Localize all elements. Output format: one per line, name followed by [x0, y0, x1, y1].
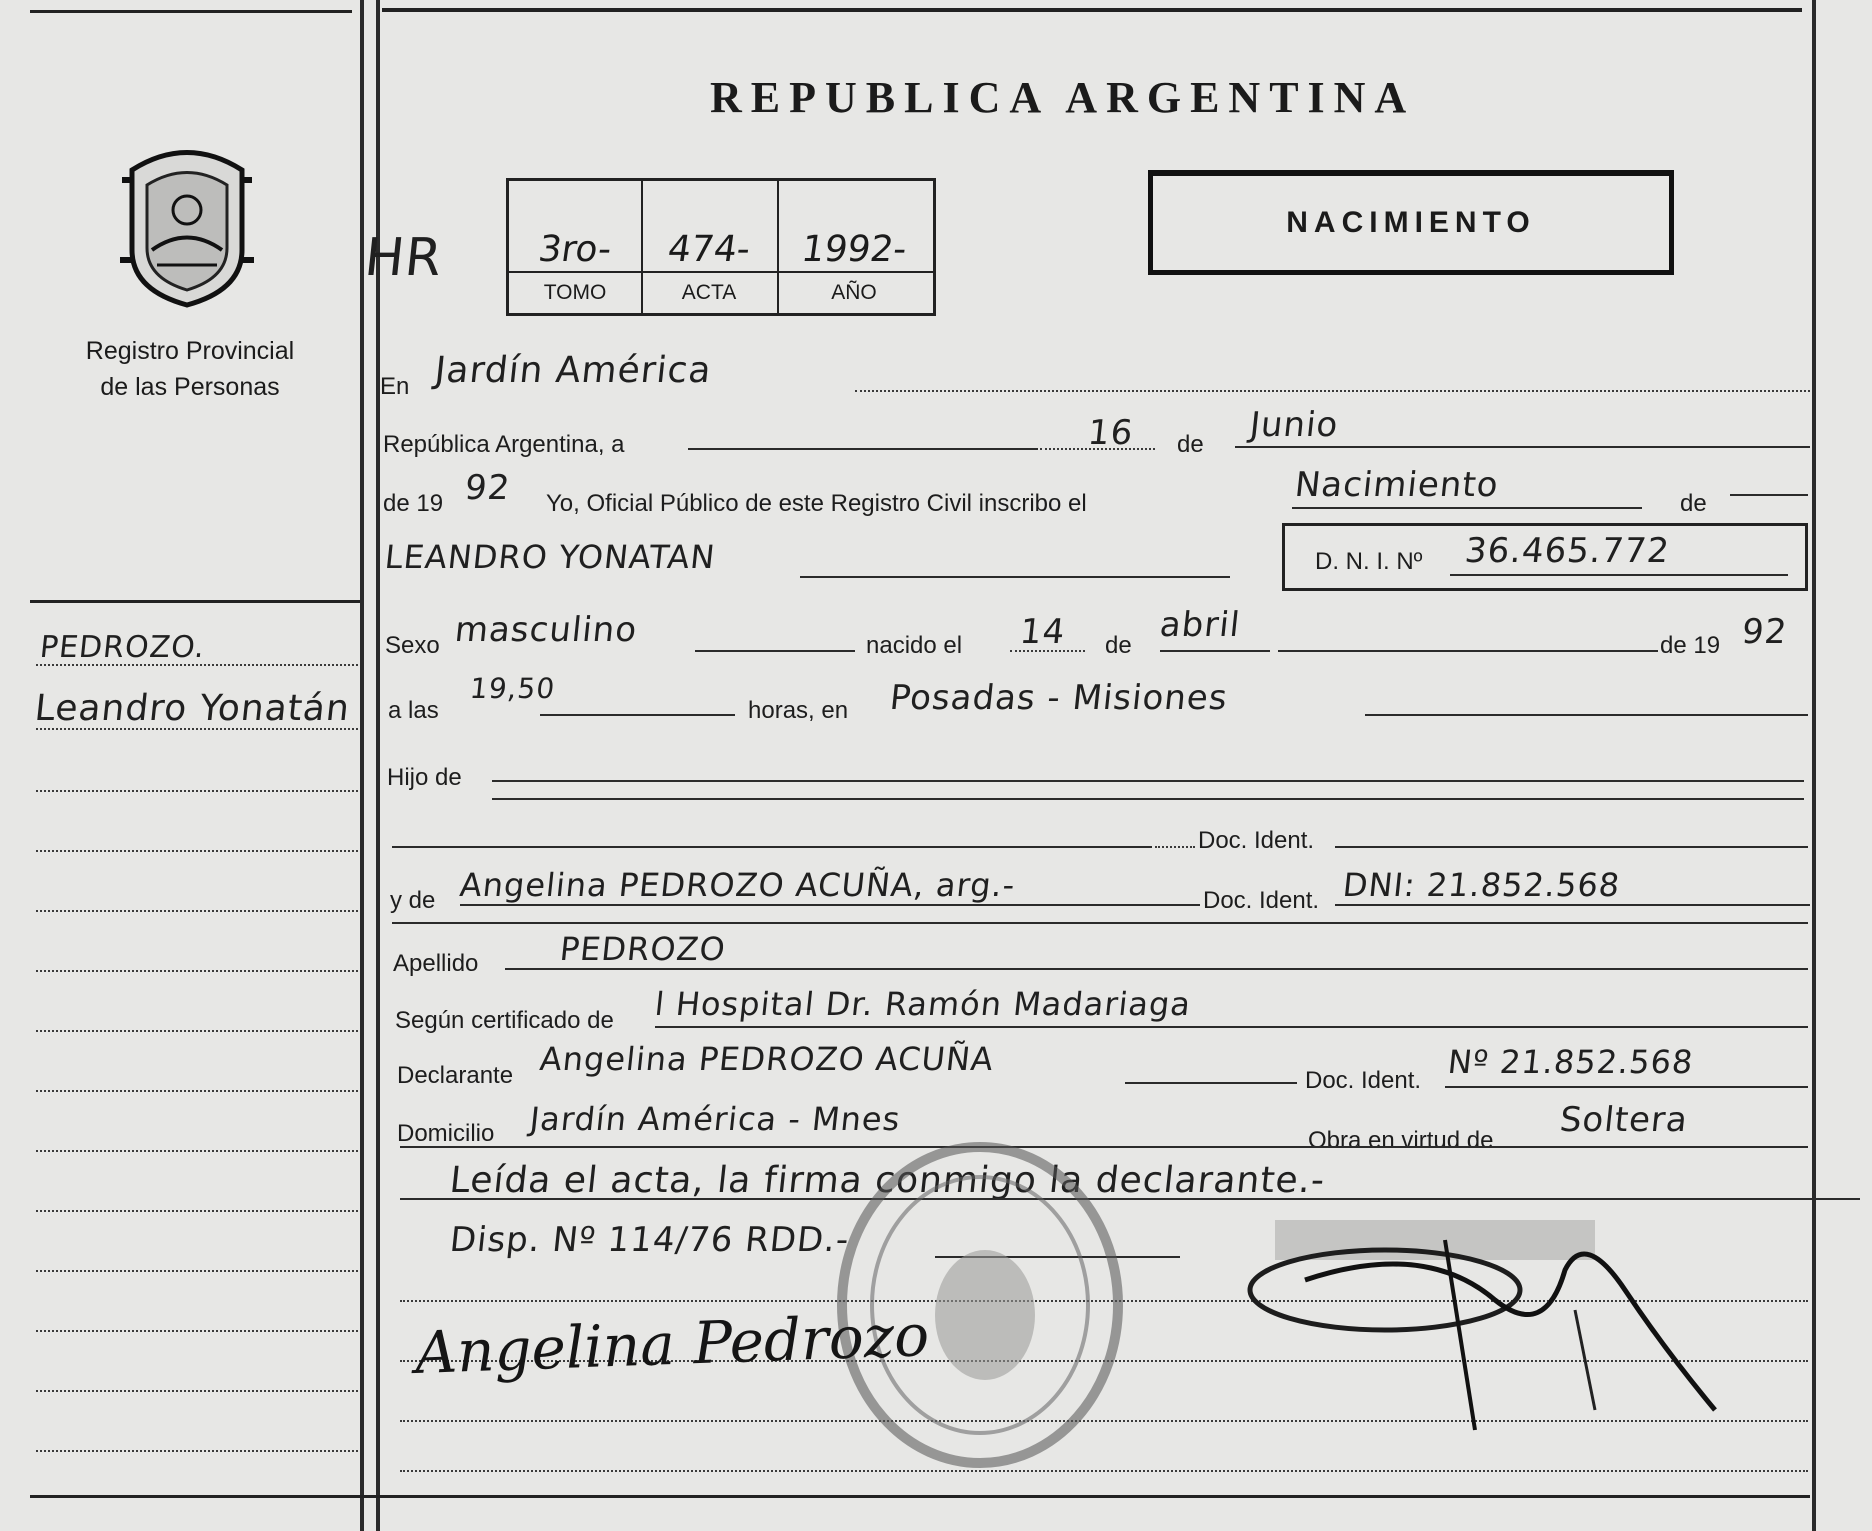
de-label-3: de: [1105, 632, 1132, 659]
dni-box: [1282, 523, 1808, 591]
segun-label: Según certificado de: [395, 1007, 614, 1034]
year-value: 92: [462, 468, 513, 508]
anio-label: AÑO: [831, 281, 877, 304]
registry-name: [40, 333, 340, 405]
mother-name: Angelina PEDROZO ACUÑA, arg.-: [458, 866, 1018, 904]
document-type-box: [1148, 170, 1674, 275]
reference-box: [506, 178, 936, 316]
dni-label: D. N. I. Nº: [1315, 548, 1423, 575]
event-value: Nacimiento: [1292, 465, 1501, 505]
apellido-value: PEDROZO: [558, 930, 728, 968]
apellido-label: Apellido: [393, 950, 479, 977]
mother-doc-value: DNI: 21.852.568: [1341, 866, 1623, 904]
page-title: REPUBLICA ARGENTINA: [710, 73, 1416, 122]
official-signature-icon: [1245, 1210, 1765, 1440]
year-prefix: de 19: [383, 490, 444, 517]
document-type: NACIMIENTO: [1286, 206, 1536, 239]
month-value: Junio: [1247, 405, 1341, 445]
day-value: 16: [1085, 413, 1136, 453]
y-de-label: y de: [390, 887, 436, 914]
declarante-doc-label: Doc. Ident.: [1305, 1067, 1422, 1094]
registry-line-2: de las Personas: [100, 373, 280, 401]
birth-day: 14: [1017, 612, 1068, 652]
yo-text: Yo, Oficial Público de este Registro Civil inscribo el: [546, 490, 1087, 517]
acta-label: ACTA: [681, 281, 737, 304]
hijo-label: Hijo de: [387, 764, 462, 791]
birth-year: 92: [1739, 612, 1790, 652]
domicilio-value: Jardín América - Mnes: [528, 1100, 903, 1138]
declarante-doc-value: Nº 21.852.568: [1446, 1043, 1696, 1081]
main-right-border: [1812, 0, 1816, 1531]
note-line-2: Disp. Nº 114/76 RDD.-: [447, 1220, 852, 1260]
birth-month: abril: [1157, 605, 1243, 645]
child-name: LEANDRO YONATAN: [383, 538, 718, 576]
hour-value: 19,50: [468, 672, 557, 705]
en-value: Jardín América: [432, 350, 714, 391]
a-las-label: a las: [388, 697, 439, 724]
sexo-label: Sexo: [385, 632, 440, 659]
tomo-value: 3ro-: [535, 229, 615, 270]
dni-value: 36.465.772: [1462, 531, 1672, 571]
margin-surname: PEDROZO.: [38, 630, 207, 665]
tomo-label: TOMO: [543, 281, 607, 304]
declarante-label: Declarante: [397, 1062, 514, 1089]
obra-label: Obra en virtud de: [1308, 1127, 1494, 1154]
margin-given-names: Leandro Yonatán: [32, 688, 353, 729]
note-line-1: Leída el acta, la firma conmigo la declarante.-: [447, 1160, 1328, 1201]
anio-value: 1992-: [798, 229, 910, 270]
obra-value: Soltera: [1557, 1100, 1691, 1140]
en-label: En: [380, 373, 410, 400]
segun-value: l Hospital Dr. Ramón Madariaga: [653, 985, 1194, 1023]
mother-doc-label: Doc. Ident.: [1203, 887, 1320, 914]
de-label: de: [1177, 431, 1204, 458]
misiones-seal-icon: [112, 140, 262, 310]
sexo-value: masculino: [452, 610, 640, 650]
top-right-rule: [382, 8, 1802, 12]
birth-place: Posadas - Misiones: [887, 678, 1230, 718]
initials: HR: [361, 228, 446, 288]
nacido-label: nacido el: [866, 632, 963, 659]
domicilio-label: Domicilio: [397, 1120, 495, 1147]
republica-label: República Argentina, a: [383, 431, 625, 458]
declarant-signature: Angelina Pedrozo: [413, 1301, 931, 1387]
father-doc-label: Doc. Ident.: [1198, 827, 1315, 854]
birth-year-prefix: de 19: [1660, 632, 1721, 659]
declarante-value: Angelina PEDROZO ACUÑA: [538, 1040, 996, 1078]
horas-label: horas, en: [748, 697, 849, 724]
registry-line-1: Registro Provincial: [85, 337, 295, 365]
bottom-rule: [30, 1495, 1810, 1498]
left-section-rule: [30, 600, 360, 603]
de-label-2: de: [1680, 490, 1707, 517]
left-column-divider: [360, 0, 364, 1531]
top-left-rule: [30, 10, 352, 13]
acta-value: 474-: [665, 229, 753, 270]
